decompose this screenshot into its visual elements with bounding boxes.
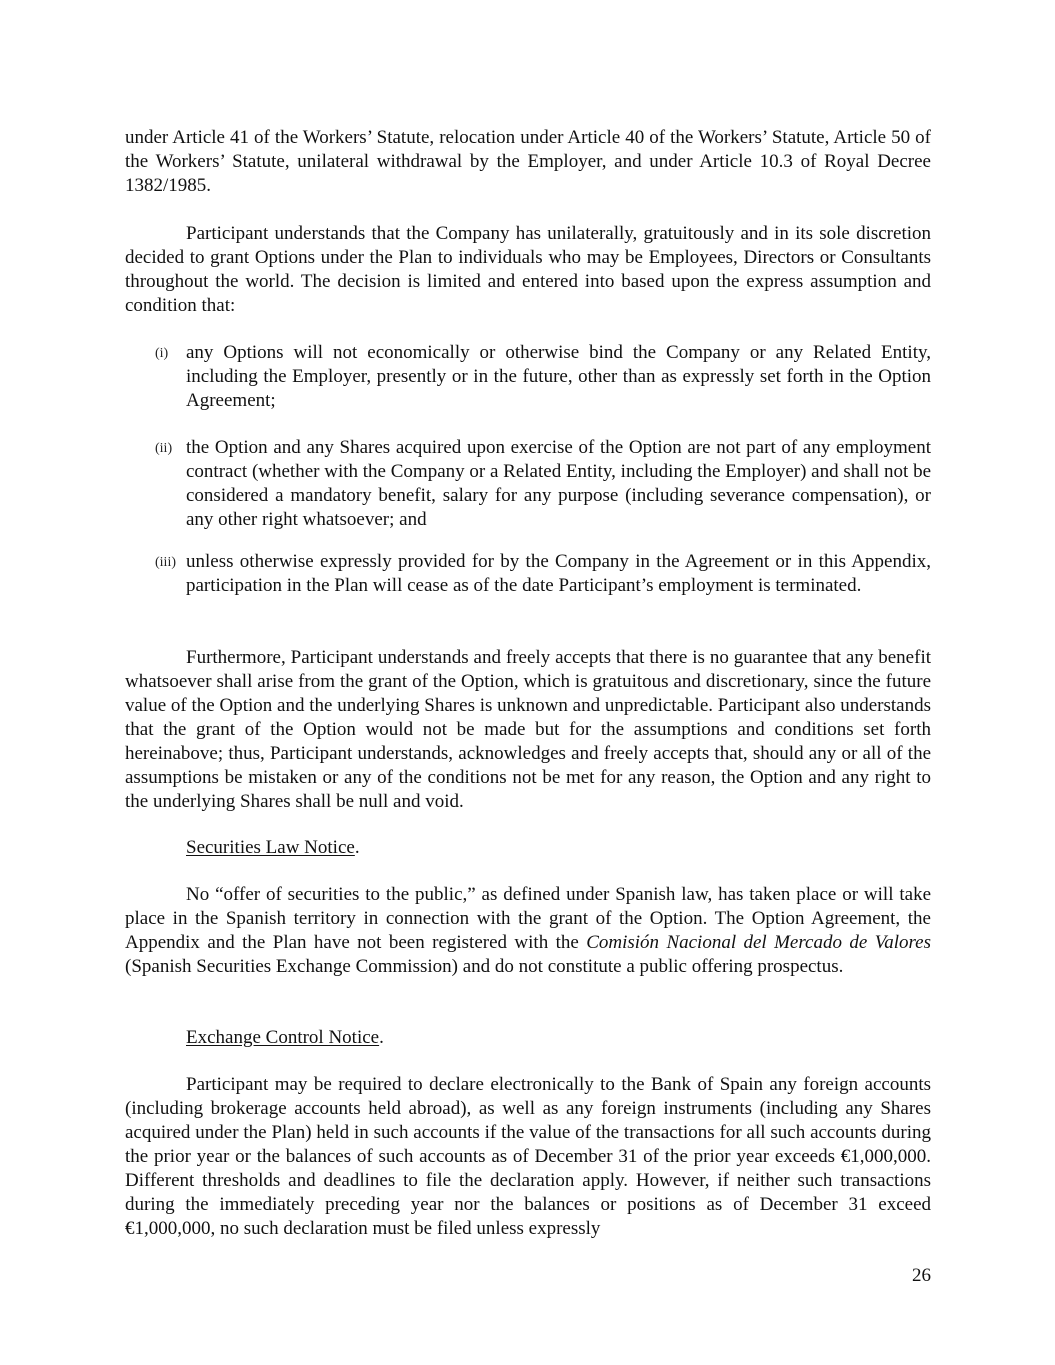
paragraph-exchange-control: Participant may be required to declare electronically to the Bank of Spain any foreign accounts (including brokerage accounts held abroad), as well as any foreign instruments (including any Shares acquired under the Plan) held in such accounts if the value of the transactions for all such accounts during the prior year or the balances of such accounts as of December 31 of the prior year exceeds €1,000,000. Different thresholds and deadlines to file the declaration apply. However, if neither such transactions during the immediately preceding year nor the balances or positions as of December 31 exceed €1,000,000, no such declaration must be filed unless expressly [125,1074,931,1239]
list-item-text: the Option and any Shares acquired upon exercise of the Option are not part of any employment contract (whether with the Company or a Related Entity, including the Employer) and shall not be considered a mandatory benefit, salary for any purpose (including severance compensation), or any other right whatsoever; and [186,437,931,530]
paragraph-text: No “offer of securities to the public,” as defined under Spanish law, has taken place or will take place in the Spanish territory in connection with the grant of the Option. The Option Agreement, the Appendix and the Plan have not been registered with the [125,884,931,953]
heading-exchange-label: Exchange Control Notice [186,1027,380,1048]
cnmv-italic-name: Comisión Nacional del Mercado de Valores [586,932,931,953]
list-item-number: (ii) [155,441,173,456]
heading-period: . [354,837,360,858]
heading-securities-label: Securities Law Notice [186,837,355,858]
list-item-number: (i) [155,346,169,361]
paragraph-workers-statute: under Article 41 of the Workers’ Statute, relocation under Article 40 of the Workers’ Statute, Article 50 of the Workers’ Statute, unilateral withdrawal by the Employer, and under Article 10.3 of Royal Decree 1382/1985. [125,127,931,196]
list-item-text: unless otherwise expressly provided for by the Company in the Agreement or in this Appendix, participation in the Plan will cease as of the date Participant’s employment is terminated. [186,551,931,596]
paragraph-unilateral-grant: Participant understands that the Company has unilaterally, gratuitously and in its sole discretion decided to grant Options under the Plan to individuals who may be Employees, Directors or Consultants throughout the world. The decision is limited and entered into based upon the express assumption and condition that: [125,223,931,316]
list-item-number: (iii) [155,555,176,570]
heading-period: . [379,1027,384,1048]
paragraph-securities-notice [125,883,931,979]
heading-exchange-control-notice [186,1026,384,1050]
heading-securities-law-notice [186,836,360,860]
paragraph-no-guarantee: Furthermore, Participant understands and freely accepts that there is no guarantee that any benefit whatsoever shall arise from the grant of the Option, which is gratuitous and discretionary, since the future value of the Option and the underlying Shares is unknown and unpredictable. Participant also understands that the grant of the Option would not be made but for the assumptions and conditions set forth hereinabove; thus, Participant understands, acknowledges and freely accepts that, should any or all of the assumptions be mistaken or any of the conditions not be met for any reason, the Option and any right to the underlying Shares shall be null and void. [125,647,931,812]
page-number: 26 [912,1265,931,1286]
paragraph-text: (Spanish Securities Exchange Commission) and do not constitute a public offering prospectus. [125,956,844,977]
list-item-text: any Options will not economically or otherwise bind the Company or any Related Entity, including the Employer, presently or in the future, other than as expressly set forth in the Option Agreement; [186,342,931,411]
